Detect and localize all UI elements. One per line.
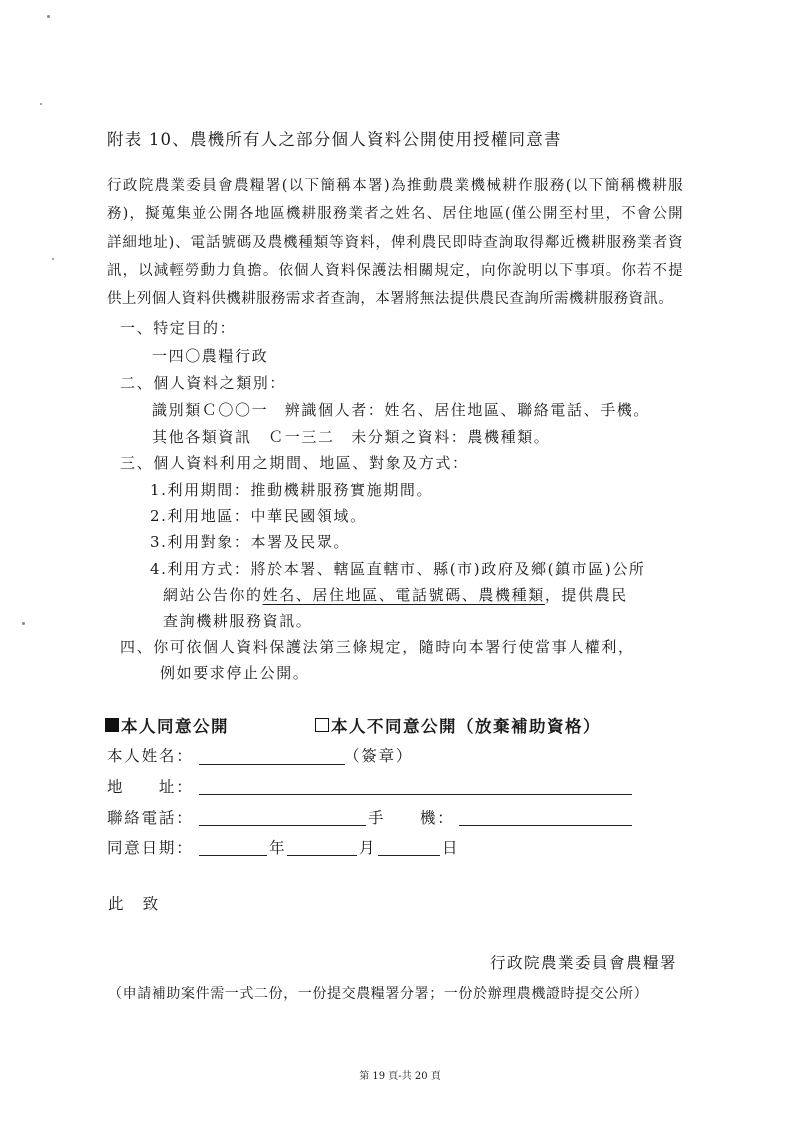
page-number: 第 19 頁-共 20 頁 bbox=[359, 1071, 441, 1082]
intro-paragraph bbox=[107, 172, 683, 313]
usage-text: 網站公告你的 bbox=[163, 586, 263, 604]
year-label: 年 bbox=[269, 839, 287, 857]
agree-label: 本人同意公開 bbox=[121, 717, 229, 736]
name-field[interactable] bbox=[199, 764, 345, 765]
mobile-field[interactable] bbox=[459, 825, 632, 826]
address-field[interactable] bbox=[199, 794, 632, 795]
agree-checkbox[interactable] bbox=[105, 718, 119, 732]
section-2-heading: 二、個人資料之類別： bbox=[120, 374, 287, 392]
section-2-item: 其他各類資訊 Ｃ一三二 未分類之資料：農機種類。 bbox=[152, 428, 551, 446]
day-label: 日 bbox=[442, 839, 460, 857]
agree-option[interactable] bbox=[105, 713, 229, 737]
month-field[interactable] bbox=[287, 855, 357, 856]
intro-line: 供上列個人資料供機耕服務需求者查詢，本署將無法提供農民查詢所需機耕服務資訊。 bbox=[107, 291, 674, 308]
section-2-item: 識別類Ｃ〇〇一 辨識個人者：姓名、居住地區、聯絡電話、手機。 bbox=[152, 401, 651, 419]
section-3-item: 4.利用方式：將於本署、轄區直轄市、縣(市)政府及鄉(鎮市區)公所 bbox=[150, 560, 646, 578]
phone-label: 聯絡電話： bbox=[107, 809, 194, 827]
disagree-option[interactable] bbox=[315, 713, 601, 737]
intro-line: 訊，以減輕勞動力負擔。依個人資料保護法相關規定，向你說明以下事項。你若不提 bbox=[107, 262, 683, 279]
disagree-label: 本人不同意公開（放棄補助資格） bbox=[331, 717, 601, 736]
section-3-heading: 三、個人資料利用之期間、地區、對象及方式： bbox=[120, 454, 469, 472]
disagree-checkbox[interactable] bbox=[315, 718, 329, 732]
address-label: 地 址： bbox=[107, 778, 194, 796]
name-label: 本人姓名： bbox=[107, 747, 194, 765]
section-3-item-continued: 查詢機耕服務資訊。 bbox=[163, 612, 313, 630]
scan-speck bbox=[40, 103, 42, 105]
signature-label: （簽章） bbox=[344, 747, 414, 765]
year-field[interactable] bbox=[199, 855, 267, 856]
scan-speck bbox=[47, 15, 50, 18]
intro-line: 行政院農業委員會農糧署(以下簡稱本署)為推動農業機械耕作服務(以下簡稱機耕服 bbox=[107, 178, 683, 194]
section-3-item: 3.利用對象：本署及民眾。 bbox=[150, 533, 351, 551]
mobile-label: 手 機： bbox=[368, 809, 455, 827]
intro-line: 詳細地址)、電話號碼及農機種類等資料，俾利農民即時查詢取得鄰近機耕服務業者資 bbox=[107, 234, 683, 251]
scan-speck bbox=[52, 258, 54, 260]
day-field[interactable] bbox=[378, 855, 440, 856]
usage-text: ，提供農民 bbox=[544, 586, 628, 604]
section-3-item: 2.利用地區：中華民國領域。 bbox=[150, 507, 367, 525]
section-1-item: 一四〇農糧行政 bbox=[152, 347, 269, 365]
closing-salutation: 此 致 bbox=[108, 895, 160, 913]
published-fields-underlined: 姓名、居住地區、電話號碼、農機種類 bbox=[262, 586, 545, 604]
phone-field[interactable] bbox=[199, 825, 366, 826]
section-3-item-continued bbox=[163, 584, 628, 605]
section-1-heading: 一、特定目的： bbox=[120, 319, 237, 337]
date-label: 同意日期： bbox=[107, 839, 194, 857]
submission-note: （申請補助案件需一式二份，一份提交農糧署分署；一份於辦理農機證時提交公所） bbox=[108, 986, 649, 1002]
section-4-line: 四、你可依個人資料保護法第三條規定，隨時向本署行使當事人權利， bbox=[120, 638, 635, 656]
section-4-line: 例如要求停止公開。 bbox=[160, 664, 310, 682]
intro-line: 務)，擬蒐集並公開各地區機耕服務業者之姓名、居住地區(僅公開至村里，不會公開 bbox=[107, 206, 683, 223]
month-label: 月 bbox=[359, 839, 377, 857]
document-title: 附表 10、農機所有人之部分個人資料公開使用授權同意書 bbox=[107, 130, 562, 149]
section-3-item: 1.利用期間：推動機耕服務實施期間。 bbox=[150, 481, 434, 499]
scan-speck bbox=[22, 622, 25, 625]
issuing-organization: 行政院農業委員會農糧署 bbox=[489, 954, 677, 972]
